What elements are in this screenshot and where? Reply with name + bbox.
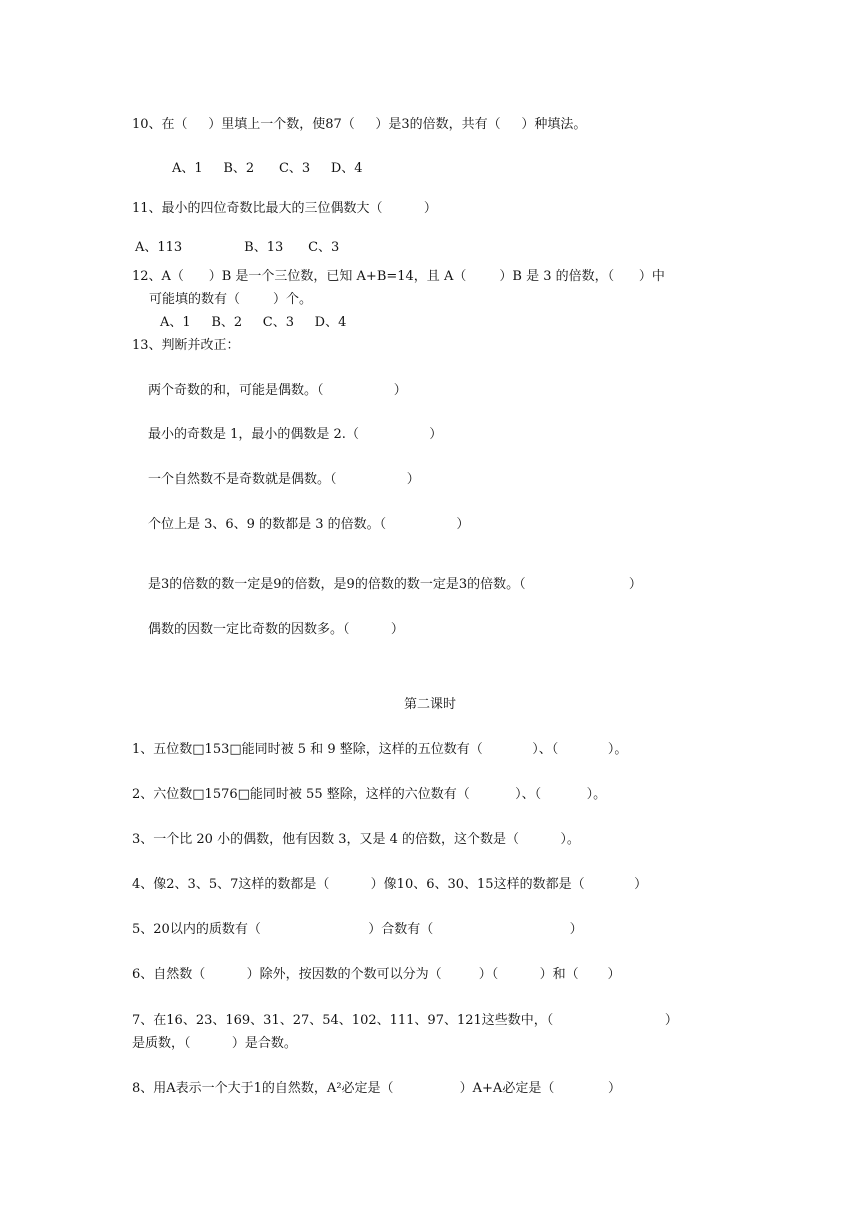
question-12: 12、A（ ）B 是一个三位数，已知 A+B=14，且 A（ ）B 是 3 的倍数，（ ）中 xyxy=(132,269,665,284)
lesson2-question-2: 2、六位数□1576□能同时被 55 整除，这样的六位数有（ ）、（ ）。 xyxy=(132,787,607,802)
question-12-options: A、1 B、2 C、3 D、4 xyxy=(160,315,347,330)
lesson2-question-3: 3、一个比 20 小的偶数，他有因数 3，又是 4 的倍数，这个数是（ ）。 xyxy=(132,832,580,847)
question-11-options: A、113 B、13 C、3 xyxy=(135,240,340,255)
lesson2-question-7-cont: 是质数，（ ）是合数。 xyxy=(132,1036,297,1051)
judgement-5: 是3的倍数的数一定是9的倍数，是9的倍数的数一定是3的倍数。（ ） xyxy=(148,577,642,592)
lesson2-question-7: 7、在16、23、169、31、27、54、102、111、97、121这些数中，（ ） xyxy=(132,1013,678,1028)
question-13: 13、判断并改正： xyxy=(132,338,240,353)
lesson2-question-1: 1、五位数□153□能同时被 5 和 9 整除，这样的五位数有（ ）、（ ）。 xyxy=(132,742,628,757)
judgement-2: 最小的奇数是 1，最小的偶数是 2.（ ） xyxy=(148,427,443,442)
lesson2-question-5: 5、20以内的质数有（ ）合数有（ ） xyxy=(132,922,583,937)
judgement-3: 一个自然数不是奇数就是偶数。（ ） xyxy=(148,472,420,487)
judgement-4: 个位上是 3、6、9 的数都是 3 的倍数。（ ） xyxy=(148,517,470,532)
lesson2-question-6: 6、自然数（ ）除外，按因数的个数可以分为（ ）（ ）和（ ） xyxy=(132,967,621,982)
question-11: 11、最小的四位奇数比最大的三位偶数大（ ） xyxy=(132,201,437,216)
question-12-cont: 可能填的数有（ ）个。 xyxy=(149,292,313,307)
lesson2-question-8: 8、用A表示一个大于1的自然数，A²必定是（ ）A+A必定是（ ） xyxy=(132,1081,622,1096)
section-title: 第二课时 xyxy=(403,697,456,712)
question-10: 10、在（ ）里填上一个数，使87（ ）是3的倍数，共有（ ）种填法。 xyxy=(132,117,587,132)
lesson2-question-4: 4、像2、3、5、7这样的数都是（ ）像10、6、30、15这样的数都是（ ） xyxy=(132,877,648,892)
question-10-options: A、1 B、2 C、3 D、4 xyxy=(172,161,363,176)
judgement-1: 两个奇数的和，可能是偶数。（ ） xyxy=(148,383,407,398)
judgement-6: 偶数的因数一定比奇数的因数多。（ ） xyxy=(148,622,404,637)
